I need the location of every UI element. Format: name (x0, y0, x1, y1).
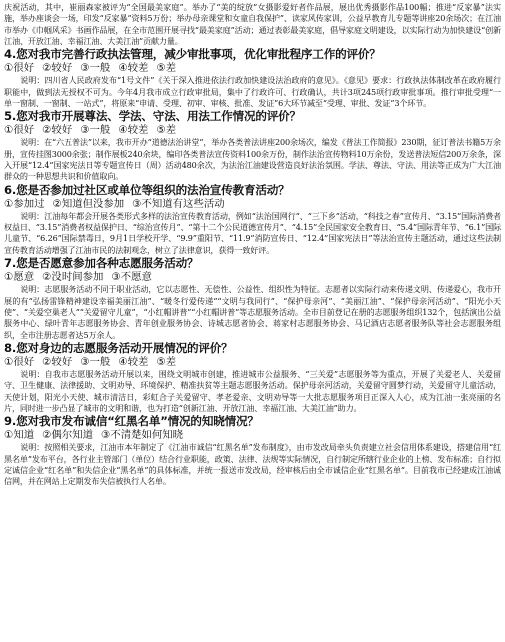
answer-options (4, 198, 501, 211)
section-6 (4, 183, 501, 256)
option[interactable]: ②偶尔知道 (42, 429, 93, 442)
option[interactable]: ④较差 (118, 124, 149, 137)
question-title: 4.您对我市完善行政执法管理，减少审批事项，优化审批程序工作的评价？ (4, 47, 381, 62)
section-7 (4, 256, 501, 341)
option[interactable]: ②知道但没参加 (52, 197, 125, 210)
option[interactable]: ②没时间参加 (42, 270, 104, 283)
question-title: 6.您是否参加过社区或单位等组织的法治宣传教育活动？ (4, 182, 290, 197)
option[interactable]: ①很好 (4, 62, 35, 75)
option[interactable]: ③不愿意 (111, 270, 152, 283)
option[interactable]: ②较好 (42, 124, 73, 137)
answer-options (4, 356, 501, 369)
option[interactable]: ⑤差 (156, 355, 177, 368)
explanation-paragraph: 说明：江油每年都会开展各类形式多样的法治宣传教育活动，例如“法治国网行”、“三下乡”活动，“科技之春”宣传月、“3.15”国际消费者权益日、“3.15”消费者权益保护日、“综治宣传月”、“第十二个公民道德宣传月”、“4.15”全民国家安全教育日、“5.4”国际青年节、“6.1”国际儿童节、“6.26”国际禁毒日，9月1日学校开学、“9.9”重阳节、“11.9”消防宣传日、“12.4”国家宪法日”等法治宣传主题活动，通过这些法制宣传教育活动增强了江油市民的法制观念，树立了法律意识，获得一致好评。 (4, 210, 501, 255)
answer-options (4, 429, 501, 442)
question-title: 9.您对我市发布诚信“红黑名单”情况的知晓情况？ (4, 414, 259, 429)
option[interactable]: ②较好 (42, 355, 73, 368)
option[interactable]: ①愿意 (4, 270, 35, 283)
answer-options (4, 124, 501, 137)
option[interactable]: ④较差 (118, 355, 149, 368)
option[interactable]: ④较差 (118, 62, 149, 75)
option[interactable]: ③不清楚如何知晓 (101, 429, 184, 442)
question-title: 8.您对身边的志愿服务活动开展情况的评价？ (4, 340, 233, 355)
question-title: 7.您是否愿意参加各种志愿服务活动？ (4, 256, 199, 271)
explanation-paragraph: 说明：自我市志愿服务活动开展以来，围绕文明城市创建，推进城市公益服务、“三关爱”志愿服务等为重点，开展了关爱老人、关爱留守、卫生健康、法律援助、文明劝导、环境保护、精准扶贫等主题志愿服务活动。保护母亲河活动，关爱留守圆梦行动，关爱留守儿童活动，天使计划，阳光小天使、城市清洁日，彩虹合子关爱留守、孝老爱亲、文明劝导等一大批志愿服务项目正深入人心，成为江油一张亮丽的名片，同时进一步凸显了城市的文明和谐，也为打造“创新江油、开放江油、幸福江油、大美江油”助力。 (4, 368, 501, 413)
explanation-paragraph: 说明：按照相关要求，江油市本年制定了《江油市诚信“红黑名单”发布制度》，由市发改局牵头负责建立社会信用体系建设，搭建信用“红黑名单”发布平台，各行业主管部门（单位）结合行业职能，政策、法律、法规等实际情况，自行制定所辖行业企业的上榜、发布标准；自行拟定诚信企业“红名单”和失信企业“黑名单”的具体标准，并统一报送市发改局，经审核后由全市诚信企业“红黑名单”。目前我市已经建成江油诚信网，并在网站上定期发布失信被执行人名单。 (4, 442, 501, 487)
option[interactable]: ③一般 (80, 124, 111, 137)
section-5 (4, 109, 501, 182)
answer-options (4, 271, 501, 284)
option[interactable]: ③不知道有这些活动 (132, 197, 225, 210)
option[interactable]: ①参加过 (4, 197, 45, 210)
option[interactable]: ③一般 (80, 62, 111, 75)
section-8 (4, 341, 501, 414)
option[interactable]: ②较好 (42, 62, 73, 75)
option[interactable]: ①很好 (4, 124, 35, 137)
option[interactable]: ①知道 (4, 429, 35, 442)
option[interactable]: ⑤差 (156, 124, 177, 137)
option[interactable]: ①很好 (4, 355, 35, 368)
intro-paragraph: 庆祝活动，其中，崔丽森家被评为“全国最美家庭”。举办了“美的绽放”女摄影爱好者作品展，展出优秀摄影作品100幅；推进“反家暴”法实施，举办座谈会一场，印发“反家暴”资料5万份；举办母亲课堂和女童自我保护”、读家风传家训，公益早教育儿专题等讲座20余场次；在江油市举办《巾帼风采》书画作品展，在全市范围开展寻找“最美家庭”活动；通过表彰最美家庭，倡导家庭文明建设，以实际行动为加快建设“创新江油、开放江油、幸福江油、大美江油”贡献力量。 (4, 2, 501, 47)
question-title: 5.您对我市开展尊法、学法、守法、用法工作情况的评价？ (4, 109, 301, 124)
section-9 (4, 414, 501, 487)
section-4 (4, 47, 501, 109)
explanation-paragraph: 说明：在“六五普法”以来，我市开办“道德法治讲堂”，举办各类普法讲座200余场次，编发《普法工作简报》230期，征订普法书籍5万余册，宣传挂图3000余张；制作展板240余块，编印各类普法宣传资料100余万份，制作法治宣传物料10万余份，发送普法短信200万余条，深入开展“12.4”国家宪法日等专题宣传日（周）活动480余次，为法治江油建设营造良好法治氛围。学法、尊法、守法、用法等正成为广大江油群众的一种思想共识和价值取向。 (4, 137, 501, 182)
answer-options (4, 62, 501, 75)
option[interactable]: ⑤差 (156, 62, 177, 75)
explanation-paragraph: 说明：四川省人民政府发布“1号文件”《关于深入推进依法行政加快建设法治政府的意见》。《意见》要求：行政执法体制改革在政府履行职能中，做到法无授权不可为。今年4月我市成立行政审批局，集中了行政许可、行政确认，共计3项245项行政审批事项。推行审批受理“一单一窗制、一窗制、一站式”，将原来“申请、受理、初审、审核、批准、发证”6大环节减至“受理、审批、发证”3个环节。 (4, 75, 501, 109)
option[interactable]: ③一般 (80, 355, 111, 368)
explanation-paragraph: 说明：志愿服务活动不同于职业活动，它以志愿性、无偿性、公益性、组织性为特征。志愿者以实际行动来传递文明、传递爱心，我市开展的有“弘扬雷锋精神建设幸福美丽江油”、“暖冬行爱传递”“文明与我同行”、“保护母亲河”、“美丽江油”、“保护母亲河活动”、“阳光小天使”、“关爱空巢老人”“关爱留守儿童”，“小红帽讲普”“小红帽讲普”等志愿服务活动。全市目前登记在册的志愿服务组织132个，包括演出公益服务中心、绿叶青年志愿服务协会、青年创业服务协会、诗城志愿者协会、蒋家村志愿服务协会、马记酒店志愿者服务队等社会志愿服务组织，全市注册志愿者达5万余人。 (4, 284, 501, 340)
